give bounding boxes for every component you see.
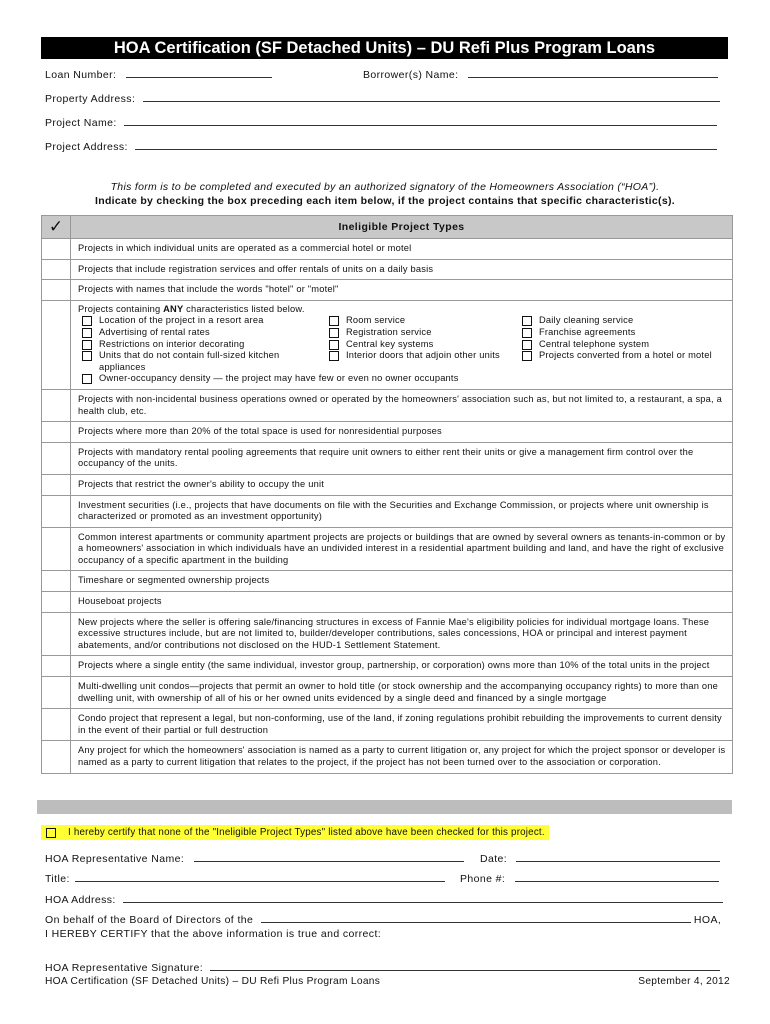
project-name-field[interactable] (45, 116, 717, 129)
checkbox[interactable] (329, 316, 339, 326)
checkbox[interactable] (522, 316, 532, 326)
property-address-line (143, 92, 720, 102)
characteristic-option[interactable]: Projects converted from a hotel or motel (518, 350, 726, 373)
table-row (42, 496, 732, 528)
table-row (42, 443, 732, 475)
date-field[interactable] (480, 852, 720, 865)
rep-name-label: HOA Representative Name: (45, 853, 185, 865)
characteristic-option[interactable]: Owner-occupancy density — the project may have few or even no owner occupants (78, 373, 726, 385)
rep-name-field[interactable] (45, 852, 464, 865)
table-row (42, 677, 732, 709)
row-checkbox[interactable] (42, 528, 71, 571)
table-row (42, 709, 732, 741)
table-row (42, 613, 732, 657)
table-row (42, 260, 732, 281)
row-checkbox[interactable] (42, 709, 71, 740)
certify-text: I hereby certify that none of the "Ineligible Project Types" listed above have been checked for this project. (68, 827, 545, 838)
loan-number-field[interactable] (45, 68, 272, 81)
row-text: New projects where the seller is offering sale/financing structures in excess of Fannie Mae's eligibility policies for individual mortgage loans. These excessive structures include, but are not limited to, builder/developer contributions, sales concessions, HOA or principal and interest payment abatements, and/or contributions not disclosed on the HUD-1 Settlement Statement. (78, 616, 710, 650)
title-field[interactable] (45, 872, 445, 885)
characteristic-option[interactable]: Registration service (325, 327, 518, 339)
row-text: Projects with non-incidental business operations owned or operated by the homeowners' association such as, but not limited to, a restaurant, a spa, a health club, etc. (78, 393, 722, 416)
property-address-field[interactable] (45, 92, 720, 105)
borrower-name-field[interactable] (363, 68, 718, 81)
title-line (75, 872, 445, 882)
characteristic-option[interactable]: Advertising of rental rates (78, 327, 325, 339)
certify-statement[interactable] (41, 825, 549, 840)
row-checkbox[interactable] (42, 260, 71, 280)
row-checkbox[interactable] (42, 422, 71, 442)
row-checkbox[interactable] (42, 239, 71, 259)
checkbox[interactable] (329, 328, 339, 338)
characteristic-option[interactable]: Location of the project in a resort area (78, 315, 325, 327)
signature-label: HOA Representative Signature: (45, 962, 204, 974)
table-row (42, 571, 732, 592)
loan-number-line (126, 68, 272, 78)
table-row (42, 592, 732, 613)
table-row (42, 280, 732, 301)
characteristic-option[interactable]: Interior doors that adjoin other units (325, 350, 518, 373)
hoa-address-label: HOA Address: (45, 894, 116, 906)
checkbox[interactable] (329, 351, 339, 361)
row-text: Projects where a single entity (the same individual, investor group, partnership, or corporation) owns more than 10% of the total units in the project (78, 660, 710, 671)
checkbox[interactable] (82, 328, 92, 338)
row-checkbox[interactable] (42, 571, 71, 591)
rep-name-line (194, 852, 464, 862)
characteristics-grid (78, 315, 726, 373)
row-text: Projects that include registration services and offer rentals of units on a daily basis (78, 263, 434, 274)
project-address-line (135, 140, 717, 150)
table-header-title: Ineligible Project Types (338, 221, 465, 233)
borrower-name-line (468, 68, 718, 78)
row-text: Any project for which the homeowners' association is named as a party to current litigation or, any project for which the project sponsor or developer is named as a party to current litigation that relates to the project, if the project has not been turned over to the association or corporation. (78, 745, 726, 767)
checkbox[interactable] (82, 374, 92, 384)
table-header (42, 216, 732, 239)
borrower-name-label: Borrower(s) Name: (363, 69, 459, 81)
signature-line (210, 961, 720, 971)
checkbox[interactable] (82, 340, 92, 350)
property-address-label: Property Address: (45, 93, 136, 105)
behalf-label: On behalf of the Board of Directors of the (45, 914, 254, 926)
row-checkbox[interactable] (42, 496, 71, 527)
row-text: Projects that restrict the owner's ability to occupy the unit (78, 478, 324, 489)
table-row (42, 741, 732, 772)
certify-checkbox[interactable] (46, 828, 56, 838)
table-row (42, 239, 732, 260)
form-title: HOA Certification (SF Detached Units) – DU Refi Plus Program Loans (41, 37, 728, 59)
characteristic-option[interactable]: Franchise agreements (518, 327, 726, 339)
signature-field[interactable] (45, 961, 720, 974)
checkmark-icon: ✓ (42, 216, 71, 238)
row-text: Projects with names that include the words "hotel" or "motel" (78, 284, 339, 295)
table-row (42, 656, 732, 677)
phone-field[interactable] (460, 872, 719, 885)
intro-instructions: This form is to be completed and executed by an authorized signatory of the Homeowners Association (“HOA”). (110, 181, 660, 193)
checkbox[interactable] (82, 316, 92, 326)
characteristics-cell (71, 301, 732, 389)
project-address-field[interactable] (45, 140, 717, 153)
row-text: Common interest apartments or community apartment projects are projects or buildings that are owned by several owners as tenants-in-common or by a homeowners' association in which individuals have an undivided interest in a residential apartment building and land, and have the right of exclusive occupancy of a specific apartment in the building (78, 531, 726, 565)
date-label: Date: (480, 853, 508, 865)
row-text: Investment securities (i.e., projects that have documents on file with the Securities and Exchange Commission, or projects where unit ownership is characterized or promoted as an investment opportunity) (78, 499, 709, 522)
characteristic-option[interactable]: Central key systems (325, 339, 518, 351)
row-text: Condo project that represent a legal, but non-conforming, use of the land, if zoning regulations prohibit rebuilding the improvements to current density in the event of their partial or full destruction (78, 713, 722, 735)
table-row (42, 475, 732, 496)
row-text: Houseboat projects (78, 596, 162, 607)
footer-date: September 4, 2012 (638, 976, 730, 987)
row-checkbox[interactable] (42, 301, 71, 389)
hoa-address-field[interactable] (45, 893, 723, 906)
characteristic-option[interactable]: Units that do not contain full-sized kitchen appliances (78, 350, 325, 373)
checkbox[interactable] (522, 328, 532, 338)
characteristic-option[interactable]: Central telephone system (518, 339, 726, 351)
row-text: Projects with mandatory rental pooling agreements that require unit owners to either rent their units or give a management firm control over the occupancy of the units. (78, 446, 694, 469)
section-divider (37, 800, 732, 814)
row-checkbox[interactable] (42, 390, 71, 421)
title-label: Title: (45, 873, 70, 885)
checkbox[interactable] (522, 340, 532, 350)
row-text: Timeshare or segmented ownership projects (78, 575, 270, 586)
row-text: Projects where more than 20% of the total space is used for nonresidential purposes (78, 426, 442, 437)
table-row (42, 528, 732, 572)
ineligible-project-types-table (41, 215, 733, 774)
loan-number-label: Loan Number: (45, 69, 117, 81)
checkbox[interactable] (329, 340, 339, 350)
row-checkbox[interactable] (42, 613, 71, 656)
characteristic-option[interactable]: Daily cleaning service (518, 315, 726, 327)
row-checkbox[interactable] (42, 475, 71, 495)
characteristic-option[interactable]: Restrictions on interior decorating (78, 339, 325, 351)
checkbox[interactable] (522, 351, 532, 361)
project-name-label: Project Name: (45, 117, 117, 129)
row-text: Multi-dwelling unit condos—projects that permit an owner to hold title (or stock ownership and the accompanying occupancy rights) to more than one dwelling unit, with ownership of all of his or her owned units evidenced by a single deed and financed by a single mortgage (78, 681, 719, 703)
certify-line: I HEREBY CERTIFY that the above information is true and correct: (45, 928, 382, 940)
phone-label: Phone #: (460, 873, 506, 885)
table-row (42, 390, 732, 422)
row-checkbox[interactable] (42, 677, 71, 708)
row-checkbox[interactable] (42, 443, 71, 474)
intro-directive: Indicate by checking the box preceding each item below, if the project contains that specific characteristic(s). (95, 195, 675, 207)
board-of-directors-field[interactable] (45, 913, 721, 926)
table-row (42, 422, 732, 443)
row-checkbox[interactable] (42, 656, 71, 676)
footer-title: HOA Certification (SF Detached Units) – DU Refi Plus Program Loans (45, 976, 381, 987)
row-checkbox[interactable] (42, 280, 71, 300)
row-text: Projects in which individual units are operated as a commercial hotel or motel (78, 243, 412, 253)
row-checkbox[interactable] (42, 741, 71, 772)
project-name-line (124, 116, 717, 126)
table-row-characteristics (42, 301, 732, 390)
row-checkbox[interactable] (42, 592, 71, 612)
hoa-name-line (261, 913, 691, 923)
characteristics-intro: Projects containing ANY characteristics listed below. (78, 303, 305, 314)
hoa-address-line (123, 893, 723, 903)
date-line (516, 852, 720, 862)
checkbox[interactable] (82, 351, 92, 361)
hoa-suffix-label: HOA, (693, 914, 722, 926)
phone-line (515, 872, 719, 882)
characteristic-option[interactable]: Room service (325, 315, 518, 327)
project-address-label: Project Address: (45, 141, 128, 153)
